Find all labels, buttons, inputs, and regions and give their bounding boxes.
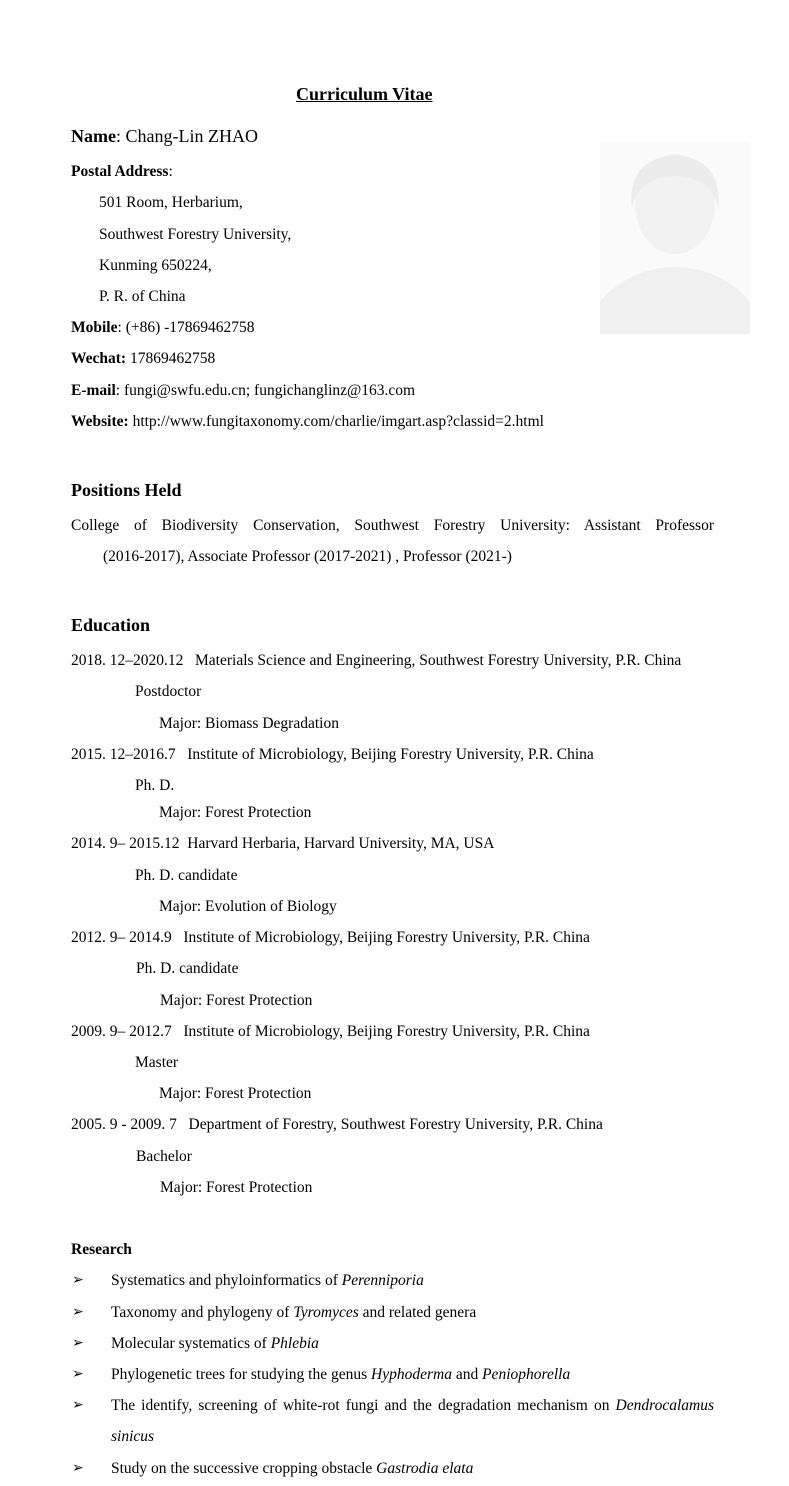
research-item-2: Taxonomy and phylogeny of Tyromyces and related genera — [111, 1304, 477, 1321]
education-major-5: Major: Forest Protection — [159, 1085, 312, 1102]
education-entry-3: 2014. 9– 2015.12 Harvard Herbaria, Harvard University, MA, USA — [71, 835, 495, 852]
email-line: E-mail: fungi@swfu.edu.cn; fungichanglinz@163.com — [71, 382, 416, 399]
bullet-arrow-icon: ➢ — [72, 1367, 84, 1382]
education-degree-4: Ph. D. candidate — [136, 960, 239, 977]
education-degree-5: Master — [135, 1054, 179, 1071]
bullet-arrow-icon: ➢ — [72, 1398, 84, 1413]
education-degree-1: Postdoctor — [135, 683, 202, 700]
education-entry-4: 2012. 9– 2014.9 Institute of Microbiology, Beijing Forestry University, P.R. China — [71, 929, 590, 946]
education-major-4: Major: Forest Protection — [160, 992, 313, 1009]
bullet-arrow-icon: ➢ — [72, 1336, 84, 1351]
portrait-photo — [600, 142, 750, 334]
education-major-3: Major: Evolution of Biology — [159, 898, 337, 915]
website-line: Website: http://www.fungitaxonomy.com/charlie/imgart.asp?classid=2.html — [71, 413, 544, 430]
bullet-arrow-icon: ➢ — [72, 1461, 84, 1476]
mobile-line: Mobile: (+86) -17869462758 — [71, 319, 255, 336]
website-link[interactable]: http://www.fungitaxonomy.com/charlie/imgart.asp?classid=2.html — [132, 413, 544, 430]
education-entry-1: 2018. 12–2020.12 Materials Science and Engineering, Southwest Forestry University, P.R. China — [71, 652, 682, 669]
education-major-6: Major: Forest Protection — [160, 1179, 313, 1196]
education-entry-5: 2009. 9– 2012.7 Institute of Microbiology, Beijing Forestry University, P.R. China — [71, 1023, 590, 1040]
education-degree-3: Ph. D. candidate — [135, 867, 238, 884]
name-line: Name: Chang-Lin ZHAO — [71, 126, 258, 146]
education-entry-2: 2015. 12–2016.7 Institute of Microbiology, Beijing Forestry University, P.R. China — [71, 746, 594, 763]
education-heading: Education — [71, 615, 151, 635]
research-item-6: Study on the successive cropping obstacle Gastrodia elata — [111, 1460, 474, 1477]
wechat-line: Wechat: 17869462758 — [71, 350, 216, 367]
positions-line-1: College of Biodiversity Conservation, Southwest Forestry University: Assistant Professor — [71, 517, 714, 534]
positions-heading: Positions Held — [71, 480, 182, 500]
postal-line-1: 501 Room, Herbarium, — [99, 194, 243, 211]
email-link[interactable]: fungi@swfu.edu.cn; fungichanglinz@163.com — [123, 382, 416, 399]
research-item-1: Systematics and phyloinformatics of Perenniporia — [111, 1272, 424, 1289]
postal-line-3: Kunming 650224, — [99, 257, 212, 274]
research-item-5-cont: sinicus — [111, 1428, 155, 1445]
research-heading: Research — [71, 1241, 132, 1258]
education-degree-6: Bachelor — [136, 1148, 192, 1165]
postal-line-4: P. R. of China — [99, 288, 186, 305]
education-entry-6: 2005. 9 - 2009. 7 Department of Forestry, Southwest Forestry University, P.R. China — [71, 1116, 603, 1133]
page-title: Curriculum Vitae — [296, 84, 433, 104]
education-major-2: Major: Forest Protection — [159, 804, 312, 821]
research-item-4: Phylogenetic trees for studying the genus Hyphoderma and Peniophorella — [111, 1366, 571, 1383]
research-item-5: The identify, screening of white-rot fungi and the degradation mechanism on Dendrocalamus — [111, 1397, 714, 1414]
research-item-3: Molecular systematics of Phlebia — [111, 1335, 319, 1352]
postal-line-2: Southwest Forestry University, — [99, 226, 292, 243]
positions-line-2: (2016-2017), Associate Professor (2017-2021) , Professor (2021-) — [103, 548, 512, 565]
education-degree-2: Ph. D. — [135, 777, 175, 794]
bullet-arrow-icon: ➢ — [72, 1305, 84, 1320]
bullet-arrow-icon: ➢ — [72, 1273, 84, 1288]
education-major-1: Major: Biomass Degradation — [159, 715, 339, 732]
postal-label: Postal Address: — [71, 163, 173, 180]
